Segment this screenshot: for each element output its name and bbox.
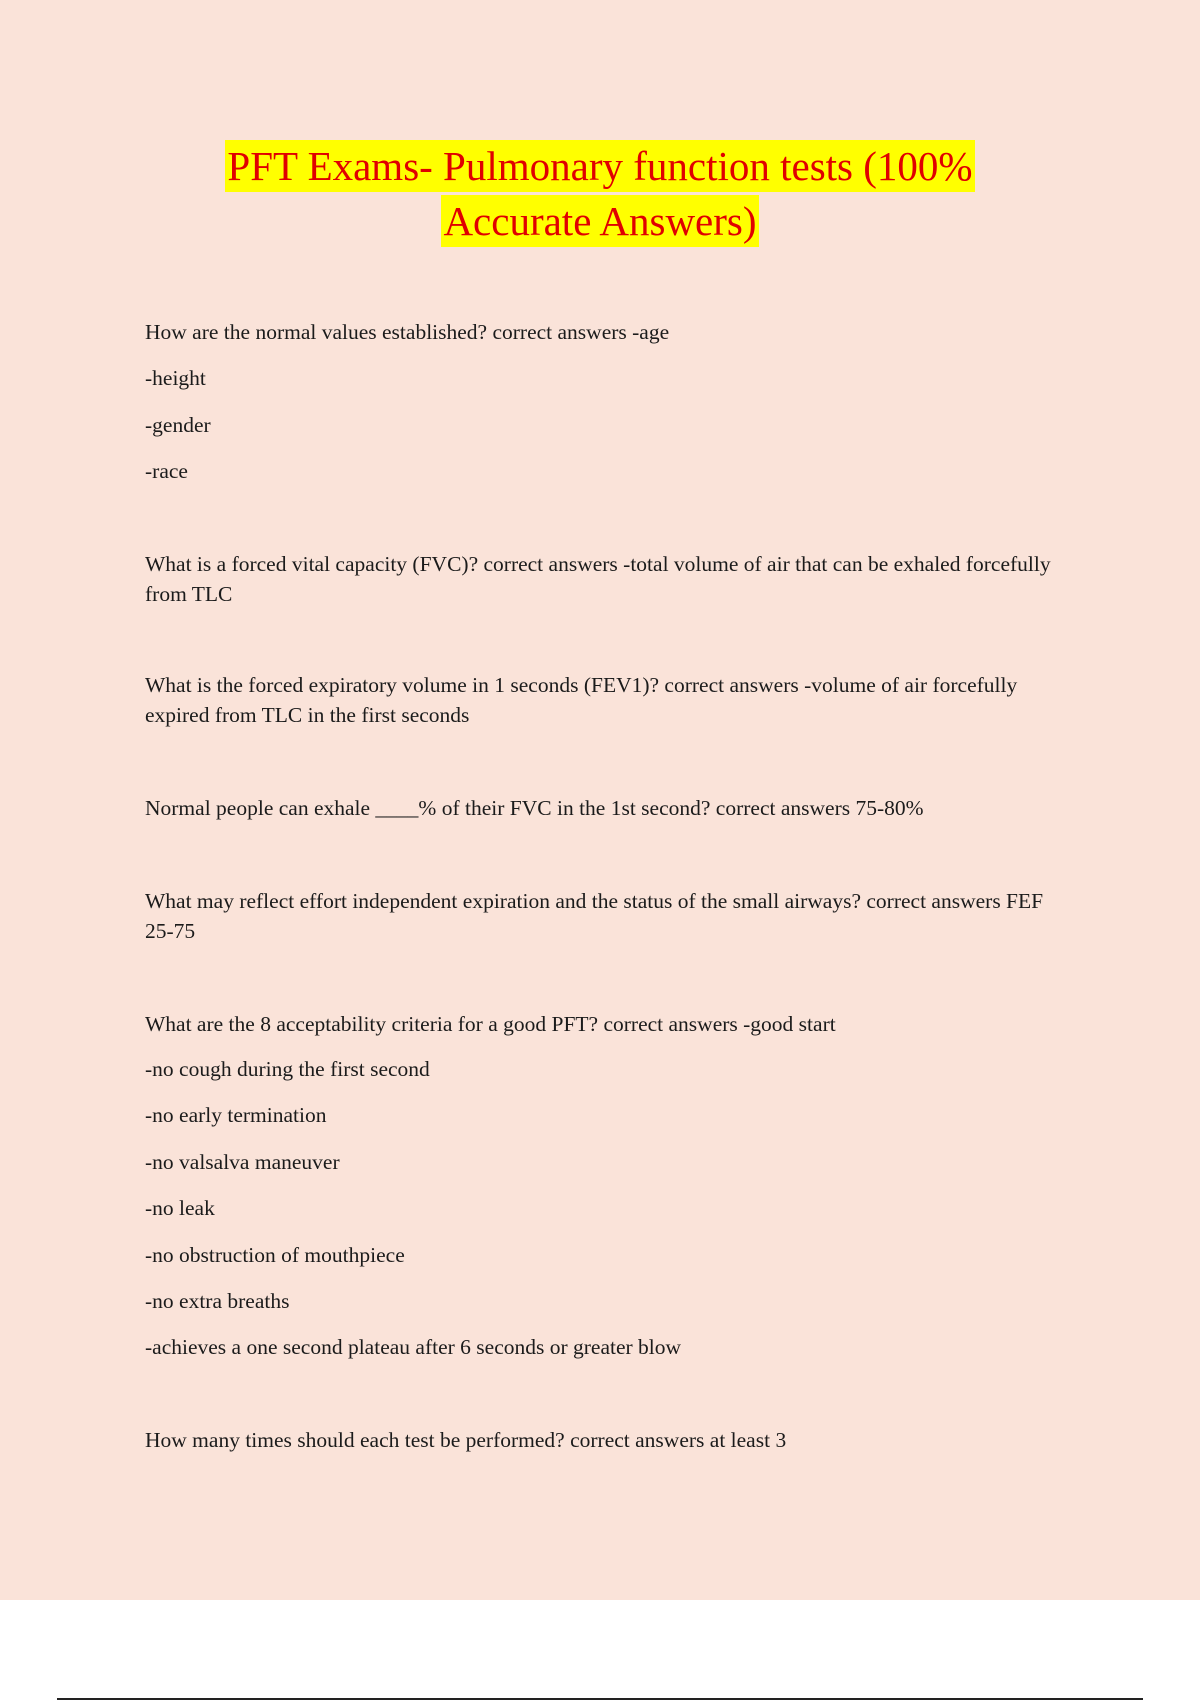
question-fvc-percent: Normal people can exhale ____% of their FVC in the 1st second? correct answers 75-80% [145,796,924,820]
question-fvc: What is a forced vital capacity (FVC)? correct answers -total volume of air that can be exhaled forcefully from TLC [145,552,1051,606]
question-fef: What may reflect effort independent expiration and the status of the small airways? correct answers FEF 25-75 [145,889,1044,943]
document-title [0,140,1200,250]
list-item: -no early termination [145,1103,327,1127]
question-normal-values: How are the normal values established? correct answers -age [145,320,670,344]
list-item: -no valsalva maneuver [145,1150,340,1174]
title-line-2: Accurate Answers) [441,195,758,247]
title-line-1: PFT Exams- Pulmonary function tests (100% [225,140,974,192]
question-fev1: What is the forced expiratory volume in 1 seconds (FEV1)? correct answers -volume of air forcefully expired from TLC in the first seconds [145,673,1018,727]
list-item: -height [145,366,206,390]
list-item: -no obstruction of mouthpiece [145,1243,405,1267]
question-test-repetitions: How many times should each test be performed? correct answers at least 3 [145,1428,787,1452]
list-item: -no cough during the first second [145,1057,430,1081]
list-item: -gender [145,413,211,437]
list-item: -achieves a one second plateau after 6 seconds or greater blow [145,1335,682,1359]
list-item: -race [145,459,188,483]
list-item: -no leak [145,1196,215,1220]
question-acceptability-criteria: What are the 8 acceptability criteria for a good PFT? correct answers -good start [145,1012,836,1036]
list-item: -no extra breaths [145,1289,290,1313]
